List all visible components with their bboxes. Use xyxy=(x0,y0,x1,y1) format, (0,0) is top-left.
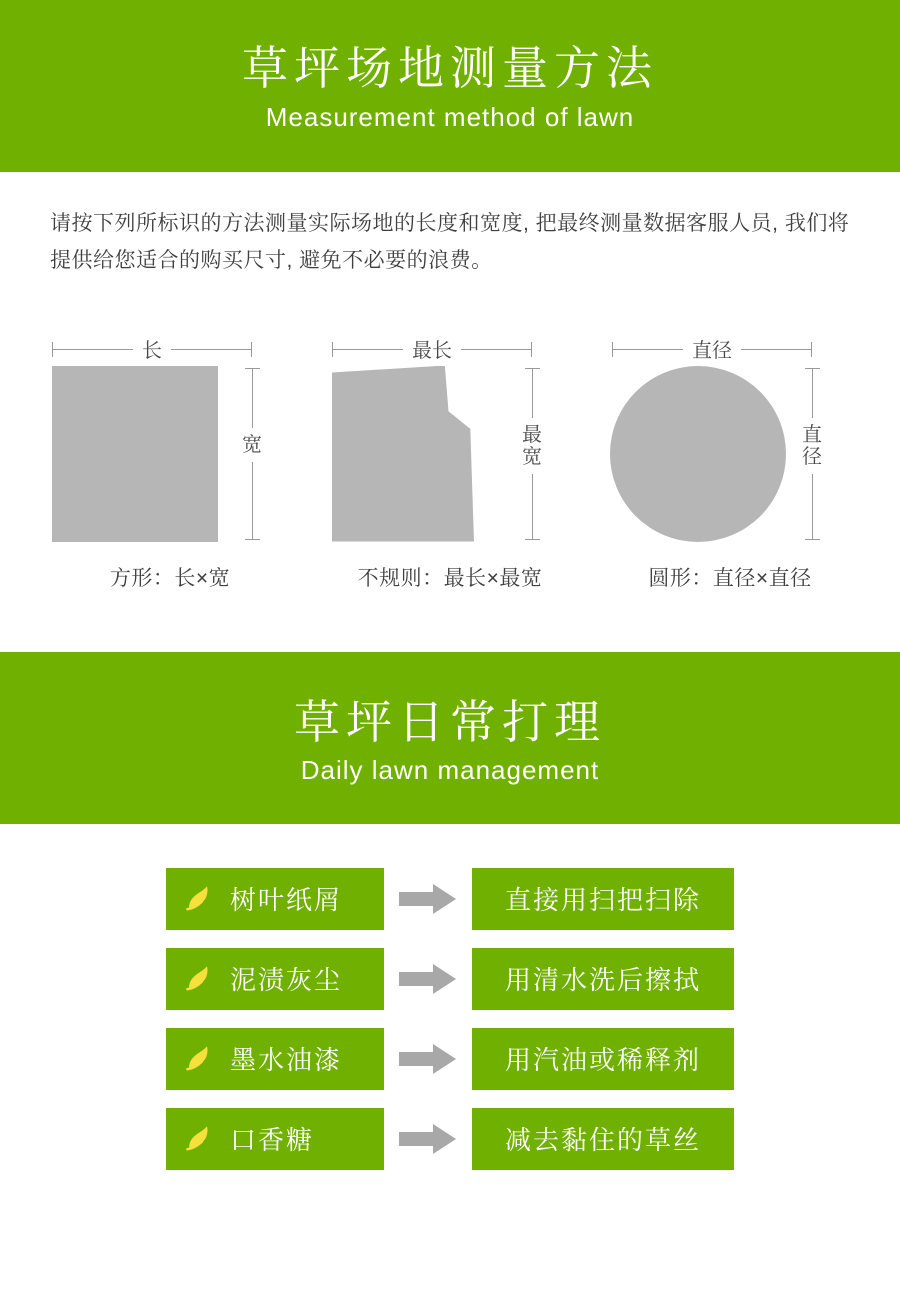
circle-shape-area xyxy=(604,366,856,542)
care-row xyxy=(166,1028,734,1090)
dimension-cap-bottom xyxy=(525,539,540,540)
circle-shape xyxy=(610,366,786,542)
dimension-cap-right xyxy=(251,342,252,357)
care-problem-2 xyxy=(166,1028,384,1090)
square-caption: 方形：长×宽 xyxy=(109,566,231,590)
circle-caption: 圆形：直径×直径 xyxy=(648,566,812,590)
leaf-icon xyxy=(184,1122,218,1156)
diagram-row xyxy=(0,332,900,592)
circle-diameter-label-side: 直径 xyxy=(801,418,823,475)
care-solution-3 xyxy=(472,1108,734,1170)
irregular-length-dimension xyxy=(324,332,576,366)
dimension-cap-left xyxy=(332,342,333,357)
care-solution-2 xyxy=(472,1028,734,1090)
irregular-length-label: 最长 xyxy=(403,334,461,363)
leaf-icon xyxy=(184,962,218,996)
square-length-label: 长 xyxy=(133,334,171,363)
irregular-caption: 不规则：最长×最宽 xyxy=(357,566,543,590)
arrow-right-icon xyxy=(384,1122,472,1156)
care-solution-0 xyxy=(472,868,734,930)
care-table xyxy=(0,868,900,1170)
dimension-cap-right xyxy=(811,342,812,357)
dimension-cap-left xyxy=(52,342,53,357)
care-solution-1 xyxy=(472,948,734,1010)
care-problem-3 xyxy=(166,1108,384,1170)
dimension-cap-right xyxy=(531,342,532,357)
care-row xyxy=(166,868,734,930)
care-problem-1 xyxy=(166,948,384,1010)
arrow-right-icon xyxy=(384,1042,472,1076)
daily-care-banner xyxy=(0,652,900,824)
dimension-cap-top xyxy=(805,368,820,369)
care-problem-label: 口香糖 xyxy=(230,1125,315,1155)
care-solution-label: 用汽油或稀释剂 xyxy=(504,1045,701,1075)
circle-diameter-dimension-top xyxy=(604,332,856,366)
irregular-shape xyxy=(332,366,514,542)
dimension-cap-top xyxy=(245,368,260,369)
care-solution-label: 用清水洗后擦拭 xyxy=(504,965,701,995)
care-row xyxy=(166,1108,734,1170)
diagram-square xyxy=(44,332,296,592)
care-problem-label: 墨水油漆 xyxy=(230,1045,343,1075)
measurement-intro-text: 请按下列所标识的方法测量实际场地的长度和宽度, 把最终测量数据客服人员, 我们将提供给您适合的购买尺寸, 避免不必要的浪费。 xyxy=(50,212,850,272)
dimension-cap-bottom xyxy=(245,539,260,540)
arrow-right-icon xyxy=(384,882,472,916)
leaf-icon xyxy=(184,882,218,916)
care-row xyxy=(166,948,734,1010)
circle-diameter-label-top: 直径 xyxy=(683,334,741,363)
measurement-title-cn: 草坪场地测量方法 xyxy=(242,42,658,94)
care-problem-label: 树叶纸屑 xyxy=(230,885,343,915)
arrow-right-icon xyxy=(384,962,472,996)
care-solution-label: 直接用扫把扫除 xyxy=(504,885,701,915)
diagram-circle xyxy=(604,332,856,592)
measurement-banner xyxy=(0,0,900,172)
dimension-cap-top xyxy=(525,368,540,369)
care-problem-label: 泥渍灰尘 xyxy=(230,965,343,995)
irregular-width-label: 最宽 xyxy=(521,418,543,475)
care-problem-0 xyxy=(166,868,384,930)
daily-care-title-cn: 草坪日常打理 xyxy=(294,695,606,748)
care-solution-label: 减去黏住的草丝 xyxy=(504,1125,701,1155)
measurement-title-en: Measurement method of lawn xyxy=(265,101,635,132)
dimension-cap-left xyxy=(612,342,613,357)
square-shape xyxy=(52,366,218,542)
diagram-irregular xyxy=(324,332,576,592)
dimension-cap-bottom xyxy=(805,539,820,540)
square-width-dimension xyxy=(44,332,296,366)
square-width-label: 宽 xyxy=(241,428,263,462)
square-shape-area xyxy=(44,366,296,542)
irregular-shape-area xyxy=(324,366,576,542)
daily-care-title-en: Daily lawn management xyxy=(300,755,600,785)
leaf-icon xyxy=(184,1042,218,1076)
